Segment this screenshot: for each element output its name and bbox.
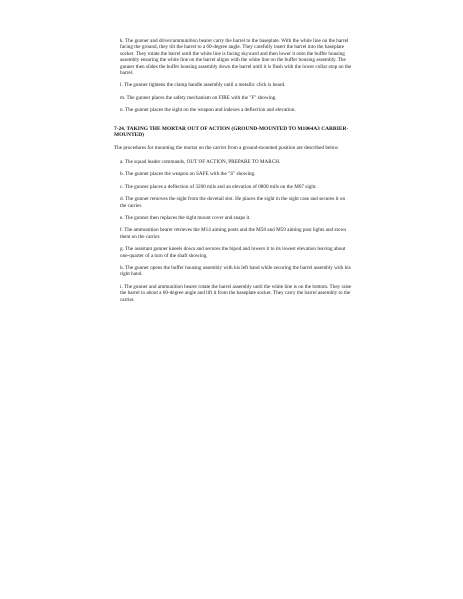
step-e: e. The gunner then replaces the sight mount cover and snaps it.	[120, 214, 251, 221]
step-i: i. The gunner and ammunition bearer rotate the barrel assembly until the white line is on the bottom. They raise the barrel to about a 60-degree angle and lift it from the baseplate socket. They carry the barrel assembly to the carrier.	[120, 283, 352, 303]
document-page	[114, 38, 352, 309]
step-l: l. The gunner tightens the clamp handle assembly until a metallic click is heard.	[120, 82, 286, 89]
step-b: b. The gunner places the weapon on SAFE with the "S" showing.	[120, 171, 256, 178]
step-k: k. The gunner and driver/ammunition bearer carry the barrel to the baseplate. With the white line on the barrel facing the ground, they tilt the barrel to a 60-degree angle. They carefully insert the barrel into the baseplate socket. They rotate the barrel until the white line is facing skyward and then lower it onto the buffer housing assembly ensuring the white line on the barrel aligns with the white line on the buffer housing assembly. The gunner then slides the buffer housing assembly down the barrel until it is flush with the lower collar stop on the barrel.	[120, 38, 352, 77]
step-g: g. The assistant gunner kneels down and secures the bipod and lowers it to its lowest elevation leaving about one-quarter of a turn of the shaft showing.	[120, 246, 346, 259]
step-h: h. The gunner opens the buffer housing assembly with his left hand while securing the barrel assembly with his right hand.	[120, 264, 351, 278]
section-intro: The procedures for mounting the mortar on the carrier from a ground-mounted position are described below.	[114, 145, 339, 152]
step-d: d. The gunner removes the sight from the dovetail slot. He places the sight in the sight case and secures it on the carrier.	[120, 196, 346, 209]
step-f: f. The ammunition bearer retrieves the M14 aiming posts and the M58 and M59 aiming post lights and stows them on the carrier.	[120, 227, 347, 240]
step-c: c. The gunner places a deflection of 3200 mils and an elevation of 0800 mils on the M67 sight.	[120, 183, 317, 190]
step-m: m. The gunner places the safety mechanism on FIRE with the "F" showing.	[120, 94, 277, 101]
step-n: n. The gunner places the sight on the weapon and indexes a deflection and elevation.	[120, 107, 296, 114]
step-a: a. The squad leader commands, OUT OF ACTION, PREPARE TO MARCH.	[120, 158, 281, 165]
section-heading: 7-24. TAKING THE MORTAR OUT OF ACTION (GROUND-MOUNTED TO M1064A3 CARRIER-MOUNTED)	[114, 125, 349, 139]
